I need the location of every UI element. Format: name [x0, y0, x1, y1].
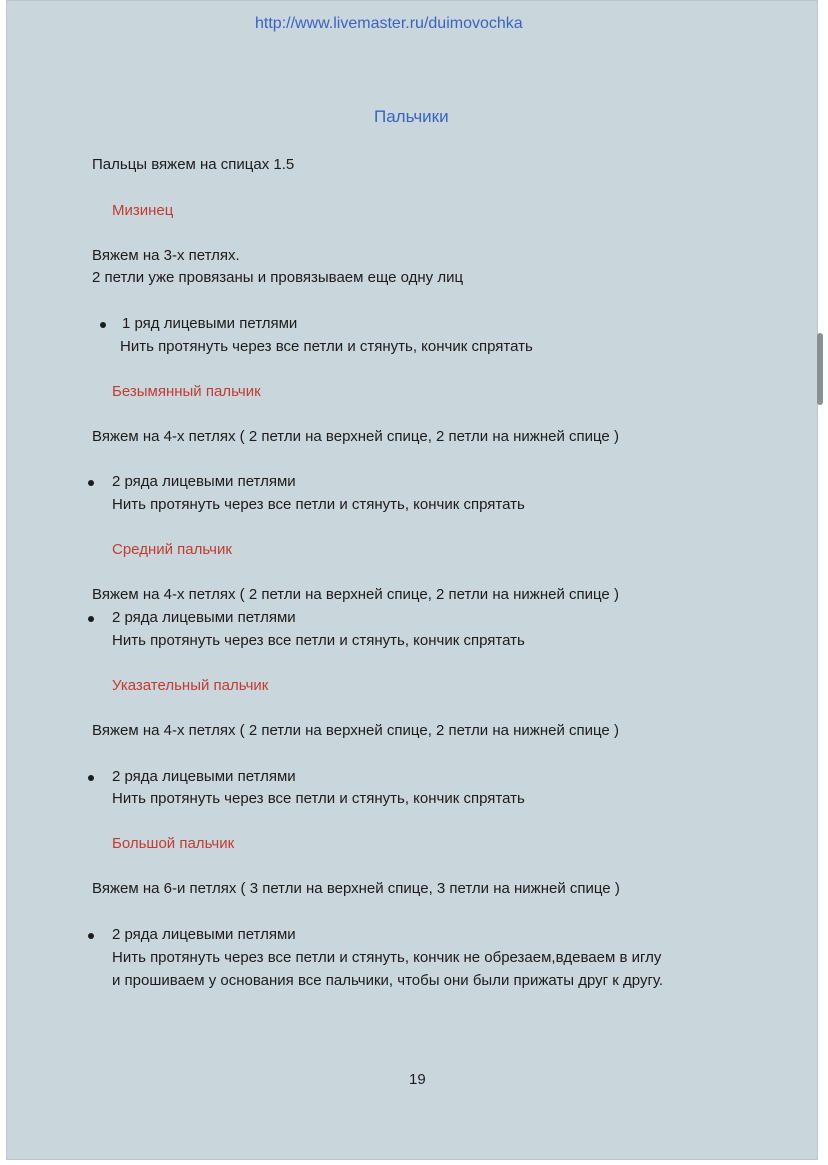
section-text: 2 петли уже провязаны и провязываем еще одну лиц [92, 269, 464, 286]
bullet-text: 2 ряда лицевыми петлями [112, 609, 296, 626]
bullet-dot-icon [88, 775, 94, 781]
bullet-continuation: Нить протянуть через все петли и стянуть, кончик спрятать [112, 790, 525, 807]
intro-text: Пальцы вяжем на спицах 1.5 [92, 156, 295, 173]
section-text: Вяжем на 4-х петлях ( 2 петли на верхней спице, 2 петли на нижней спице ) [92, 722, 619, 739]
section-text: Вяжем на 4-х петлях ( 2 петли на верхней спице, 2 петли на нижней спице ) [92, 428, 619, 445]
section-text: Вяжем на 3-х петлях. [92, 247, 240, 264]
bullet-text: 2 ряда лицевыми петлями [112, 473, 296, 490]
vertical-scrollbar-thumb[interactable] [817, 333, 823, 405]
section-heading-pinky: Мизинец [112, 202, 174, 219]
bullet-continuation: Нить протянуть через все петли и стянуть, кончик спрятать [112, 496, 525, 513]
bullet-dot-icon [88, 480, 94, 486]
section-heading-middle-finger: Средний пальчик [112, 541, 232, 558]
bullet-continuation: и прошиваем у основания все пальчики, чтобы они были прижаты друг к другу. [112, 972, 664, 989]
section-heading-ring-finger: Безымянный пальчик [112, 383, 261, 400]
bullet-continuation: Нить протянуть через все петли и стянуть, кончик спрятать [112, 632, 525, 649]
document-page [6, 0, 818, 1160]
section-text: Вяжем на 6-и петлях ( 3 петли на верхней спице, 3 петли на нижней спице ) [92, 880, 620, 897]
header-url-link[interactable]: http://www.livemaster.ru/duimovochka [255, 15, 523, 32]
section-heading-index-finger: Указательный пальчик [112, 677, 269, 694]
bullet-text: 2 ряда лицевыми петлями [112, 768, 296, 785]
bullet-dot-icon [100, 322, 106, 328]
bullet-continuation: Нить протянуть через все петли и стянуть, кончик спрятать [120, 338, 533, 355]
bullet-dot-icon [88, 616, 94, 622]
bullet-text: 2 ряда лицевыми петлями [112, 926, 296, 943]
section-heading-thumb: Большой пальчик [112, 835, 235, 852]
page-title: Пальчики [374, 107, 449, 126]
bullet-dot-icon [88, 933, 94, 939]
page-number: 19 [409, 1071, 426, 1088]
bullet-continuation: Нить протянуть через все петли и стянуть, кончик не обрезаем,вдеваем в иглу [112, 949, 662, 966]
section-text: Вяжем на 4-х петлях ( 2 петли на верхней спице, 2 петли на нижней спице ) [92, 586, 619, 603]
bullet-text: 1 ряд лицевыми петлями [122, 315, 298, 332]
